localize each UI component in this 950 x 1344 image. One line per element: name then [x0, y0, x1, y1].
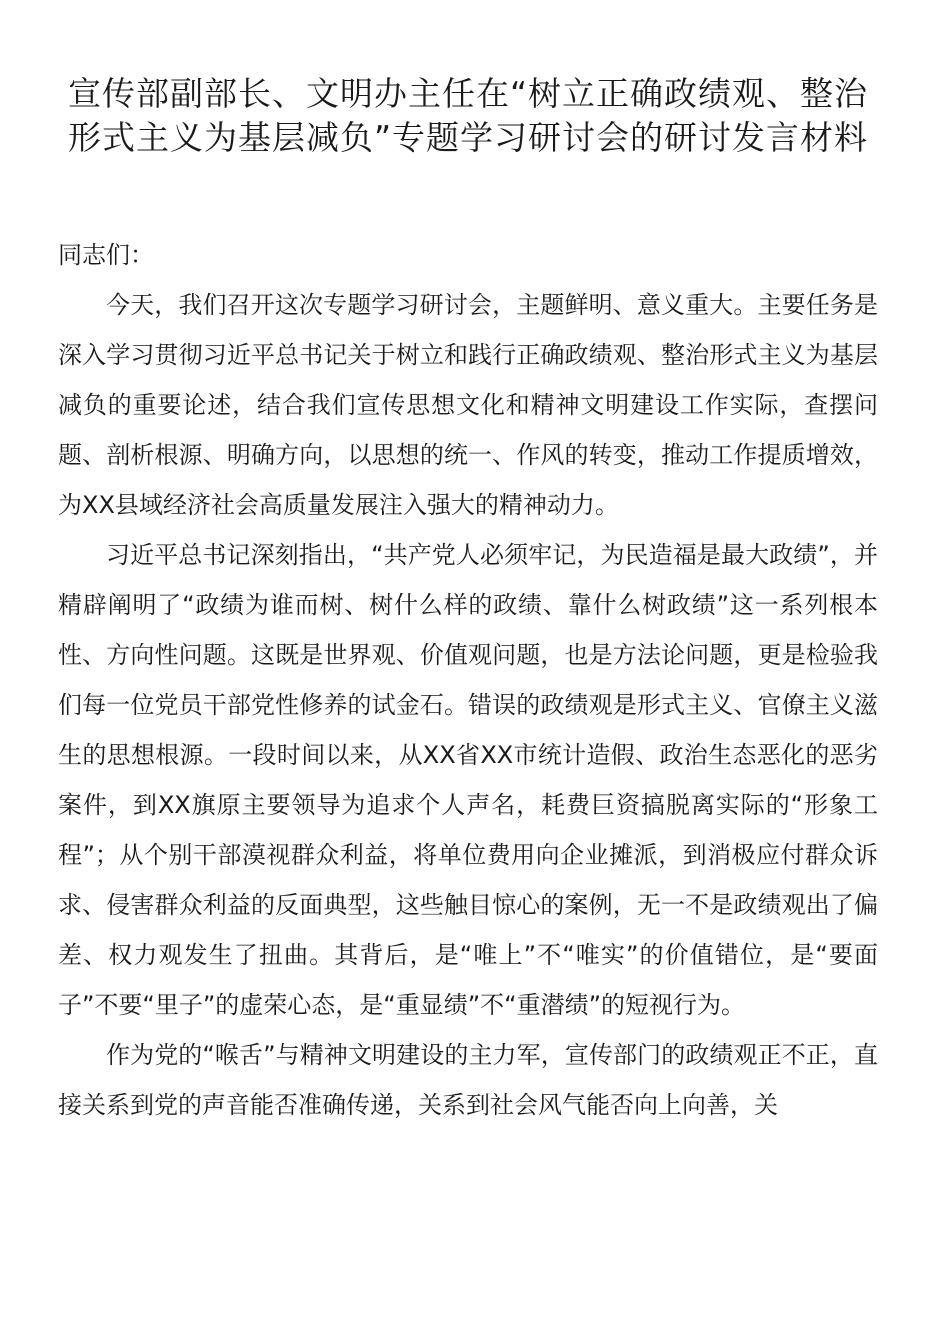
paragraph-1: 今天，我们召开这次专题学习研讨会，主题鲜明、意义重大。主要任务是深入学习贯彻习近平总书记关于树立和践行正确政绩观、整治形式主义为基层减负的重要论述，结合我们宣传思想文化和精神文明建设工作实际，查摆问题、剖析根源、明确方向，以思想的统一、作风的转变，推动工作提质增效，为XX县域经济社会高质量发展注入强大的精神动力。	[58, 291, 878, 519]
salutation: 同志们：	[58, 241, 154, 269]
paragraph-2: 习近平总书记深刻指出，“共产党人必须牢记，为民造福是最大政绩”，并精辟阐明了“政绩为谁而树、树什么样的政绩、靠什么树政绩”这一系列根本性、方向性问题。这既是世界观、价值观问题，也是方法论问题，更是检验我们每一位党员干部党性修养的试金石。错误的政绩观是形式主义、官僚主义滋生的思想根源。一段时间以来，从XX省XX市统计造假、政治生态恶化的恶劣案件，到XX旗原主要领导为追求个人声名，耗费巨资搞脱离实际的“形象工程”；从个别干部漠视群众利益，将单位费用向企业摊派，到消极应付群众诉求、侵害群众利益的反面典型，这些触目惊心的案例，无一不是政绩观出了偏差、权力观发生了扭曲。其背后，是“唯上”不“唯实”的价值错位，是“要面子”不要“里子”的虚荣心态，是“重显绩”不“重潜绩”的短视行为。	[58, 541, 878, 1019]
document-title: 宣传部副部长、文明办主任在“树立正确政绩观、整治形式主义为基层减负”专题学习研讨会的研讨发言材料	[67, 74, 869, 157]
paragraph-3: 作为党的“喉舌”与精神文明建设的主力军，宣传部门的政绩观正不正，直接关系到党的声音能否准确传递，关系到社会风气能否向上向善，关	[58, 1041, 878, 1119]
